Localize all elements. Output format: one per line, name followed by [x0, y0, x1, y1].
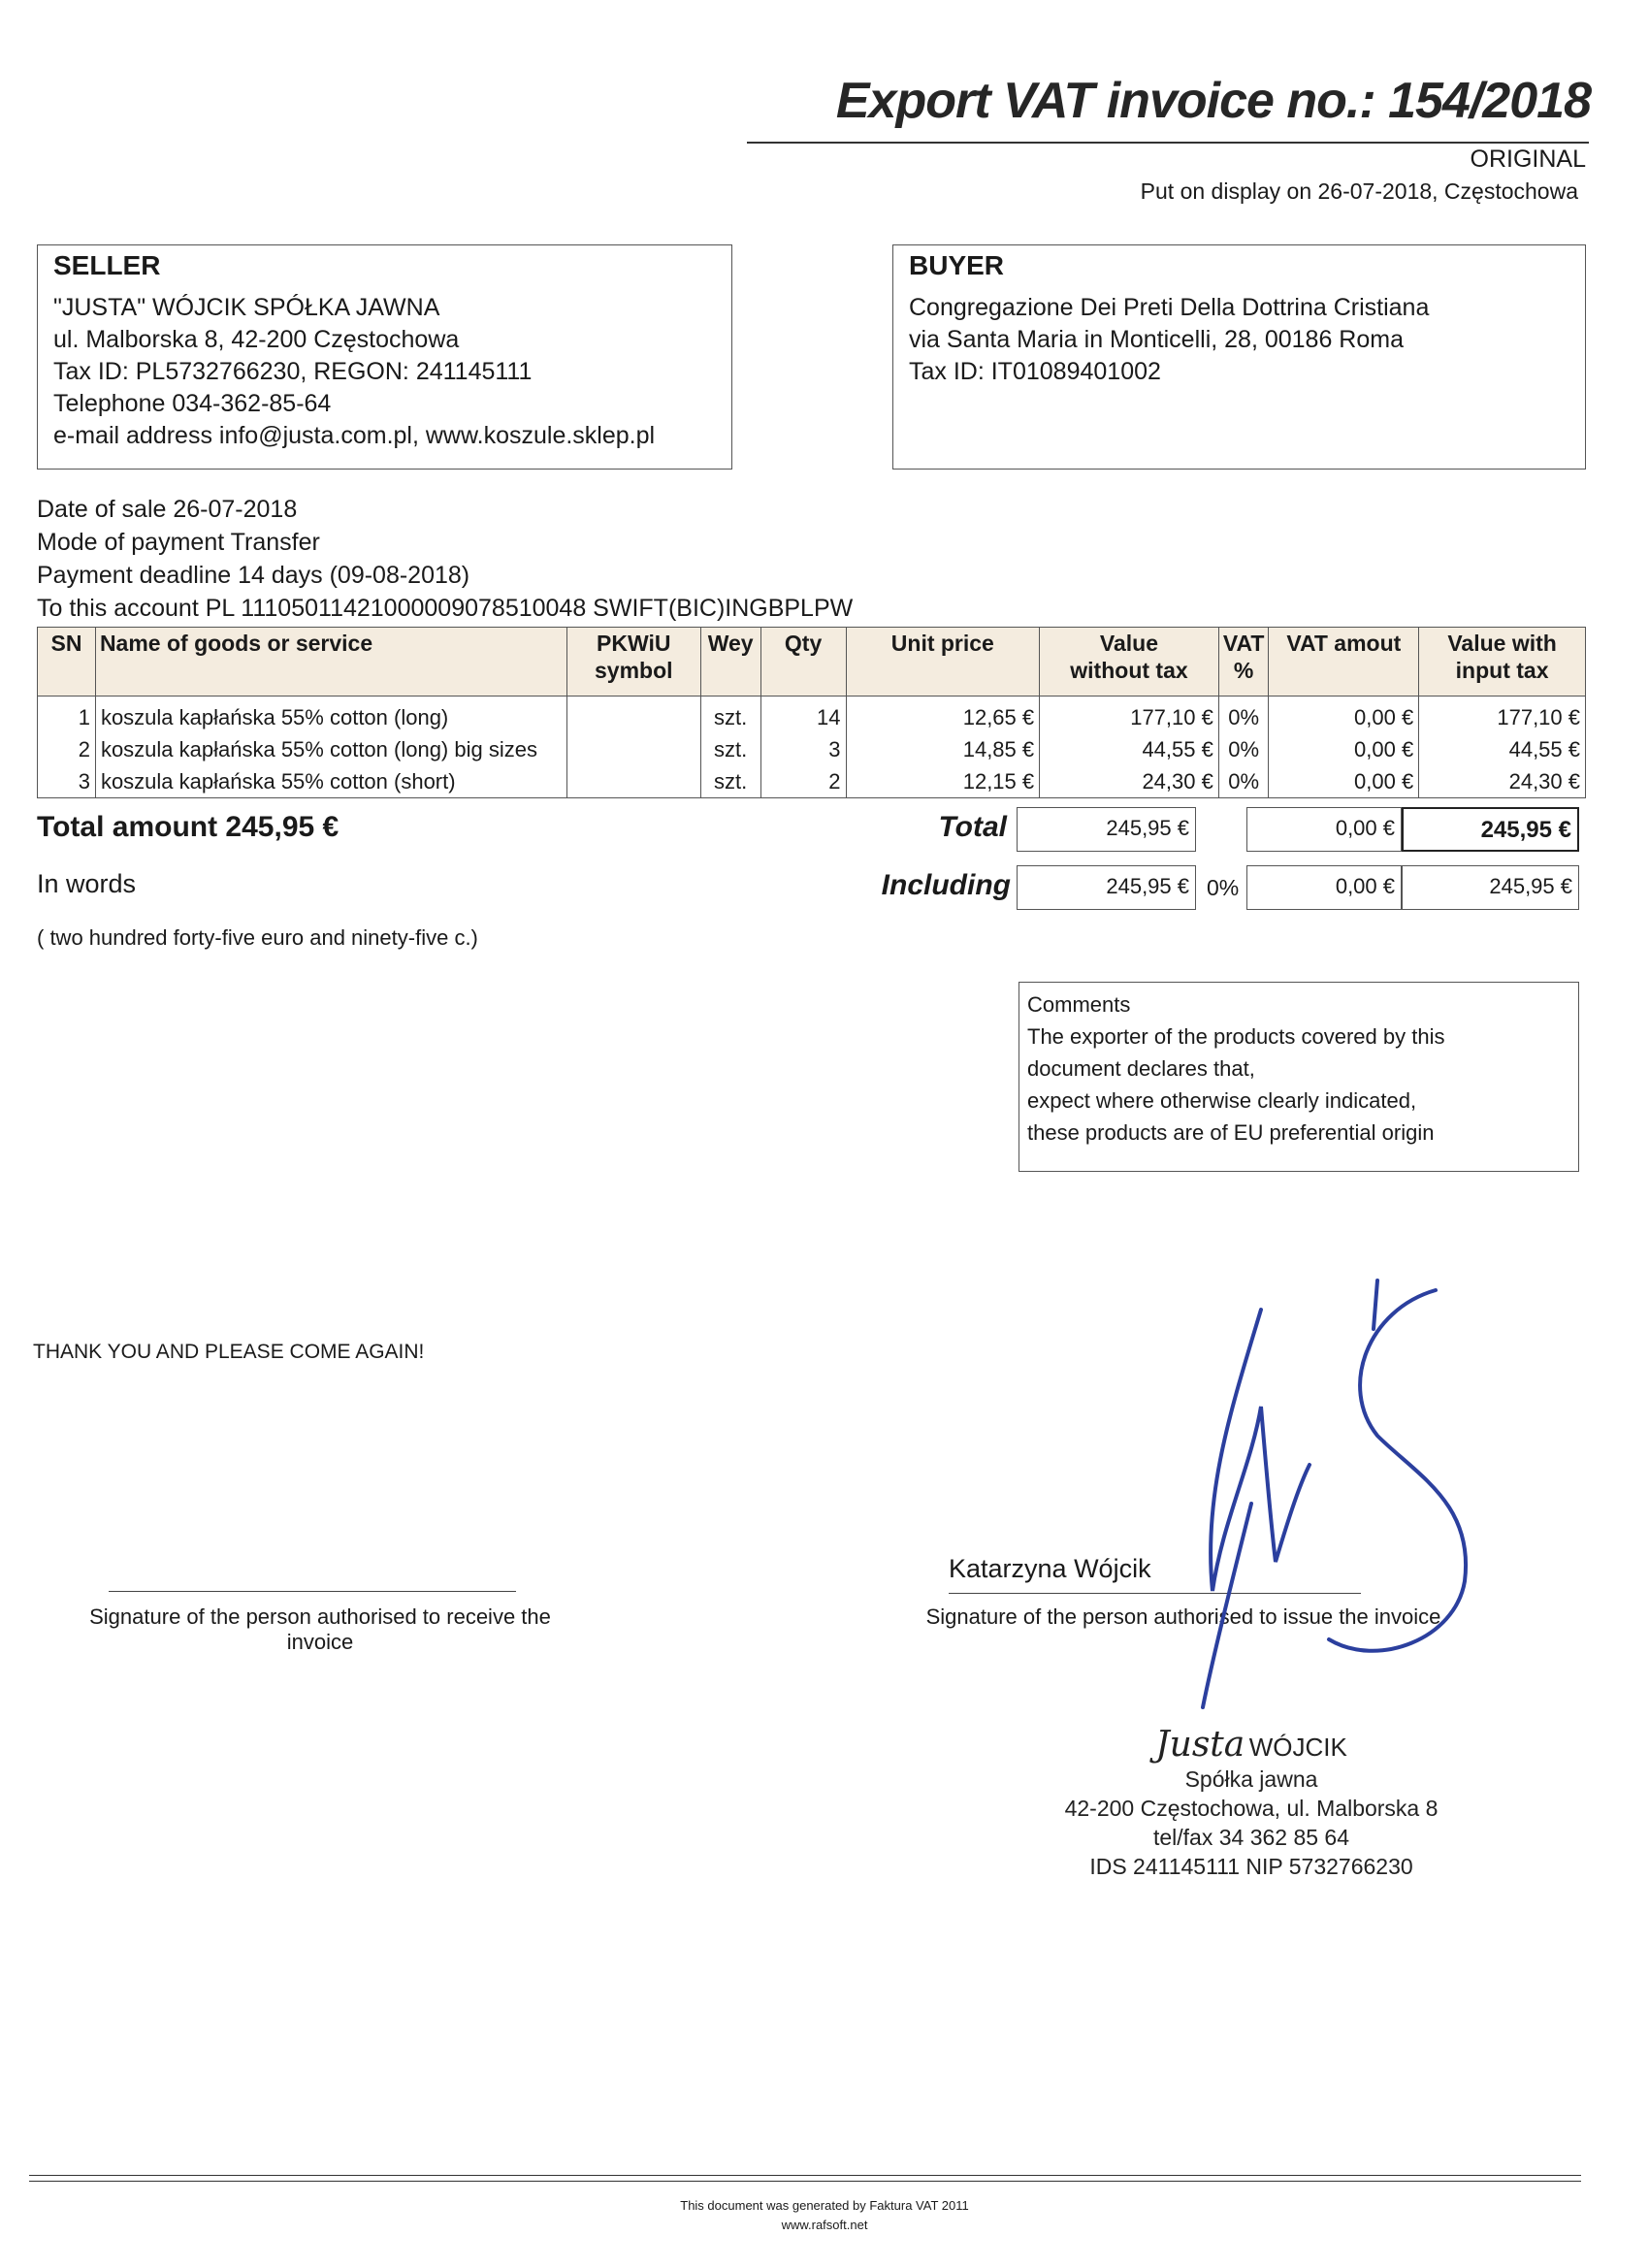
- comments-line: document declares that,: [1027, 1056, 1255, 1081]
- col-vat-rate: VAT %: [1218, 628, 1269, 697]
- buyer-heading: BUYER: [909, 250, 1005, 280]
- total-amount: Total amount 245,95 €: [37, 811, 340, 843]
- seller-line: "JUSTA" WÓJCIK SPÓŁKA JAWNA: [53, 294, 440, 321]
- issuer-signature-caption: Signature of the person authorised to issue the invoice: [925, 1604, 1441, 1629]
- col-gross: Value with input tax: [1419, 628, 1586, 697]
- row-unit-price: 14,85 €: [846, 733, 1040, 765]
- col-unit: Wey: [700, 628, 760, 697]
- title-divider: [747, 142, 1589, 144]
- row-sn: 3: [38, 765, 96, 798]
- including-vat: 0,00 €: [1246, 865, 1402, 910]
- row-qty: 14: [760, 697, 846, 734]
- comments-heading: Comments: [1027, 992, 1131, 1017]
- row-pkwiu: [566, 697, 700, 734]
- row-name: koszula kapłańska 55% cotton (short): [95, 765, 566, 798]
- items-table: [37, 627, 1586, 798]
- row-vat-amount: 0,00 €: [1269, 697, 1419, 734]
- row-vat-amount: 0,00 €: [1269, 765, 1419, 798]
- stamp-line: tel/fax 34 362 85 64: [1152, 1825, 1350, 1850]
- thank-you-note: THANK YOU AND PLEASE COME AGAIN!: [33, 1341, 425, 1363]
- row-unit: szt.: [700, 697, 760, 734]
- row-qty: 2: [760, 765, 846, 798]
- receiver-signature-line: [109, 1591, 516, 1592]
- comments-line: expect where otherwise clearly indicated,: [1027, 1088, 1417, 1113]
- footer-divider: [29, 2181, 1581, 2182]
- row-name: koszula kapłańska 55% cotton (long) big sizes: [95, 733, 566, 765]
- row-vat-rate: 0%: [1218, 765, 1269, 798]
- row-vat-rate: 0%: [1218, 733, 1269, 765]
- in-words-text: ( two hundred forty-five euro and ninety-five c.): [37, 925, 478, 950]
- row-unit: szt.: [700, 733, 760, 765]
- table-row: [38, 733, 1586, 765]
- footer-generator: This document was generated by Faktura VAT 2011: [680, 2198, 969, 2213]
- comments-box: [1018, 982, 1579, 1172]
- row-net: 177,10 €: [1040, 697, 1219, 734]
- row-net: 24,30 €: [1040, 765, 1219, 798]
- table-header-row: [38, 628, 1586, 697]
- display-date-place: Put on display on 26-07-2018, Częstochowa: [1140, 178, 1578, 204]
- table-row: [38, 697, 1586, 734]
- row-unit-price: 12,15 €: [846, 765, 1040, 798]
- comments-line: The exporter of the products covered by this: [1027, 1024, 1445, 1049]
- row-vat-amount: 0,00 €: [1269, 733, 1419, 765]
- footer-divider: [29, 2175, 1581, 2176]
- seller-heading: SELLER: [53, 250, 161, 280]
- receiver-signature-caption: Signature of the person authorised to receive the invoice: [89, 1604, 551, 1654]
- buyer-line: Congregazione Dei Preti Della Dottrina Cristiana: [909, 294, 1430, 321]
- row-pkwiu: [566, 765, 700, 798]
- stamp-brand: Justa: [1155, 1725, 1245, 1765]
- issuer-name: Katarzyna Wójcik: [949, 1554, 1151, 1583]
- col-qty: Qty: [760, 628, 846, 697]
- col-sn: SN: [38, 628, 96, 697]
- seller-line: ul. Malborska 8, 42-200 Częstochowa: [53, 326, 460, 353]
- col-net: Value without tax: [1040, 628, 1219, 697]
- col-name: Name of goods or service: [95, 628, 566, 697]
- col-pkwiu: PKWiU symbol: [566, 628, 700, 697]
- row-sn: 2: [38, 733, 96, 765]
- stamp-line: 42-200 Częstochowa, ul. Malborska 8: [1064, 1796, 1439, 1821]
- including-net: 245,95 €: [1017, 865, 1196, 910]
- table-row: [38, 765, 1586, 798]
- row-gross: 24,30 €: [1419, 765, 1586, 798]
- copy-type: ORIGINAL: [1470, 146, 1586, 173]
- including-label: Including: [881, 869, 1011, 901]
- including-rate: 0%: [1207, 875, 1240, 900]
- row-gross: 177,10 €: [1419, 697, 1586, 734]
- buyer-line: via Santa Maria in Monticelli, 28, 00186 Roma: [909, 326, 1404, 353]
- total-net: 245,95 €: [1017, 807, 1196, 852]
- row-sn: 1: [38, 697, 96, 734]
- row-net: 44,55 €: [1040, 733, 1219, 765]
- mode-of-payment: Mode of payment Transfer: [37, 529, 320, 556]
- total-gross: 245,95 €: [1402, 807, 1579, 852]
- payment-deadline: Payment deadline 14 days (09-08-2018): [37, 562, 470, 589]
- company-stamp: [1018, 1725, 1484, 1881]
- buyer-box: [892, 244, 1586, 470]
- including-gross: 245,95 €: [1402, 865, 1579, 910]
- row-unit: szt.: [700, 765, 760, 798]
- stamp-line: IDS 241145111 NIP 5732766230: [1089, 1854, 1413, 1879]
- in-words-label: In words: [37, 869, 137, 898]
- invoice-title: Export VAT invoice no.: 154/2018: [835, 73, 1591, 129]
- col-vat-amount: VAT amout: [1269, 628, 1419, 697]
- total-vat: 0,00 €: [1246, 807, 1402, 852]
- col-unit-price: Unit price: [846, 628, 1040, 697]
- row-unit-price: 12,65 €: [846, 697, 1040, 734]
- row-gross: 44,55 €: [1419, 733, 1586, 765]
- buyer-line: Tax ID: IT01089401002: [909, 358, 1161, 385]
- row-vat-rate: 0%: [1218, 697, 1269, 734]
- row-name: koszula kapłańska 55% cotton (long): [95, 697, 566, 734]
- bank-account: To this account PL 11105011421000009078510048 SWIFT(BIC)INGBPLPW: [37, 595, 854, 622]
- footer-website: www.rafsoft.net: [781, 2218, 868, 2232]
- handwritten-signature: [1145, 1271, 1494, 1717]
- row-pkwiu: [566, 733, 700, 765]
- date-of-sale: Date of sale 26-07-2018: [37, 496, 298, 523]
- stamp-brand-suffix: WÓJCIK: [1248, 1733, 1347, 1762]
- total-label: Total: [938, 811, 1007, 843]
- seller-line: e-mail address info@justa.com.pl, www.koszule.sklep.pl: [53, 422, 656, 449]
- row-qty: 3: [760, 733, 846, 765]
- seller-line: Telephone 034-362-85-64: [53, 390, 332, 417]
- seller-line: Tax ID: PL5732766230, REGON: 241145111: [53, 358, 533, 385]
- stamp-line: Spółka jawna: [1184, 1766, 1318, 1792]
- footer: [485, 2196, 1164, 2235]
- comments-line: these products are of EU preferential origin: [1027, 1120, 1435, 1145]
- seller-box: [37, 244, 732, 470]
- sale-info: [37, 493, 853, 625]
